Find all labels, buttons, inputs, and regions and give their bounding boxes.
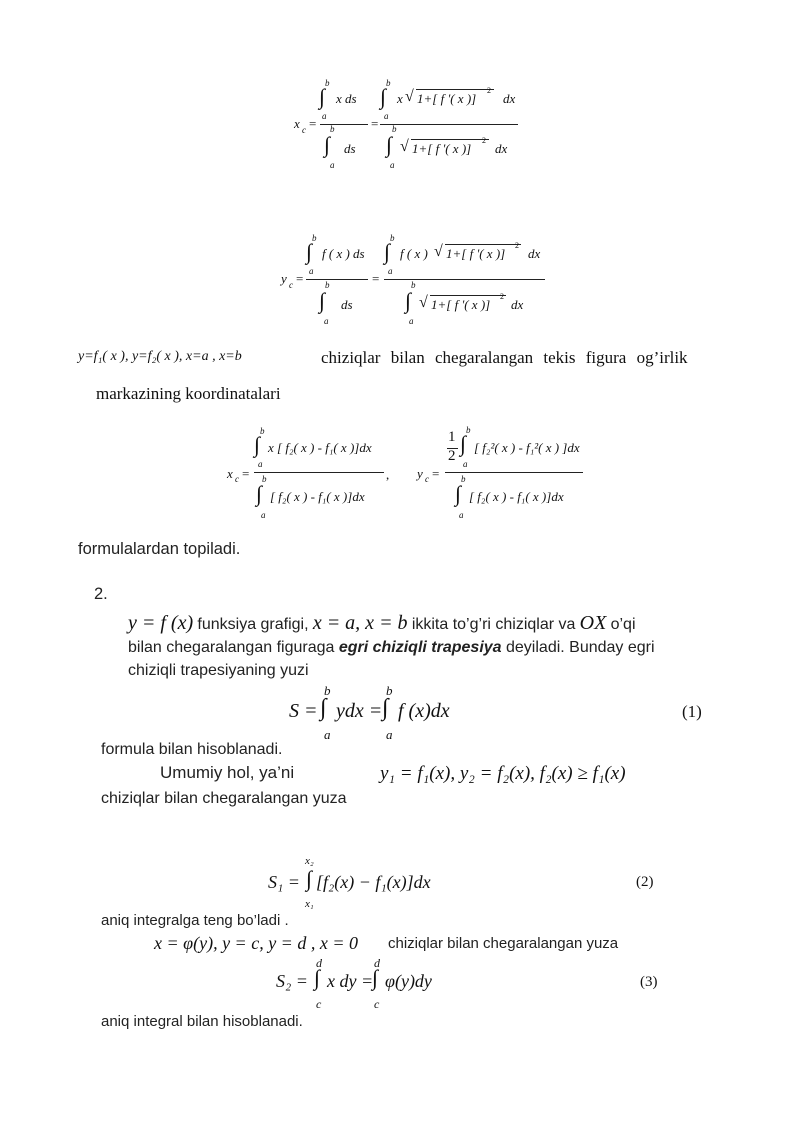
p4-text: chiziqlar bilan chegaralangan yuza	[101, 790, 347, 807]
f1-den2-rad: 1+[ f '( x )]	[412, 141, 472, 156]
eq1-number: (1)	[682, 702, 702, 721]
p1-math3: OX	[579, 612, 607, 634]
p1-line3: chiziqli trapesiyaning yuzi	[128, 662, 309, 679]
integral-sign: ∫	[319, 288, 326, 313]
integral-sign: ∫	[256, 481, 263, 506]
eq3-upper-1: d	[316, 956, 322, 970]
p1-line1	[128, 612, 636, 635]
eq2-number: (2)	[636, 874, 654, 890]
p1-text1: funksiya grafigi,	[197, 616, 309, 633]
f3-xc-eq: =	[242, 466, 250, 481]
f2-den2-rad: 1+[ f '( x )]	[431, 297, 491, 312]
eq1-lower-2: a	[386, 727, 393, 742]
f3-comma: ,	[386, 467, 390, 482]
sqrt-bar	[411, 139, 489, 140]
f1-upper-1: b	[325, 78, 330, 88]
f2-num2-pre: f ( x )	[400, 246, 428, 261]
f2-lhs-sub: c	[289, 280, 293, 290]
f1-num2-pre: x	[397, 91, 403, 106]
f3-upper-3: b	[466, 425, 471, 435]
f1-upper-3: b	[386, 78, 391, 88]
eq2-body: [f₂(x) − f₁(x)]dx	[316, 872, 431, 892]
eq3-lower-1: c	[316, 997, 322, 1011]
f2-num2-rad: 1+[ f '( x )]	[446, 246, 506, 261]
p7-text: aniq integral bilan hisoblanadi.	[101, 1013, 303, 1030]
p6-math: x = φ(y), y = c, y = d , x = 0	[154, 933, 358, 953]
f3-xc-sub: c	[235, 474, 239, 484]
f2-upper-4: b	[411, 280, 416, 290]
sqrt-bar	[445, 244, 521, 245]
p1-math2: x = a, x = b	[312, 612, 408, 634]
integral-sign: ∫	[460, 431, 467, 456]
f3-xc-lhs: x	[227, 466, 233, 481]
f1-lower-1: a	[322, 111, 327, 121]
eq3-int1: x dy =	[327, 971, 374, 991]
f3-lower-4: a	[459, 510, 464, 520]
integral-sign: ∫	[384, 239, 391, 264]
integral-sign: ∫	[319, 84, 326, 109]
eq1-int1: ydx =	[336, 700, 383, 722]
p3-text: Umumiy hol, ya’ni	[160, 763, 295, 782]
eq1-upper-2: b	[386, 683, 393, 698]
eq3-int2: φ(y)dy	[385, 971, 432, 991]
line3-math: y=f₁( x ), y=f₂( x ), x=a , x=b	[78, 349, 242, 364]
f1-lower-4: a	[390, 160, 395, 170]
f2-upper-3: b	[390, 233, 395, 243]
line4-text: markazining koordinatalari	[96, 384, 281, 403]
integral-sign: ∫	[306, 239, 313, 264]
f3-half-den: 2	[448, 448, 456, 464]
f1-lower-3: a	[384, 111, 389, 121]
integral-sign: ∫	[314, 965, 321, 990]
f1-lower-2: a	[330, 160, 335, 170]
eq3-number: (3)	[640, 974, 658, 990]
sq-exp: 2	[487, 86, 491, 95]
sqrt-bar	[430, 295, 506, 296]
fraction-bar	[320, 124, 368, 125]
p6-text: chiziqlar bilan chegaralangan yuza	[388, 935, 619, 952]
item-number: 2.	[94, 585, 108, 603]
f1-eq2: =	[371, 116, 379, 131]
f2-eq: =	[296, 271, 304, 286]
sqrt-sign: √	[419, 294, 428, 311]
f3-yc-sub: c	[425, 474, 429, 484]
f3-xc-num: x [ f₂( x ) - f₁( x )]dx	[268, 440, 372, 455]
sq-exp: 2	[515, 241, 519, 250]
f3-upper-4: b	[461, 474, 466, 484]
f2-den1: ds	[341, 297, 353, 312]
fraction-bar	[254, 472, 384, 473]
eq1-upper-1: b	[324, 683, 331, 698]
f3-xc-den: [ f₂( x ) - f₁( x )]dx	[270, 489, 365, 504]
sqrt-bar	[416, 89, 494, 90]
eq2-lower: x₁	[305, 898, 314, 910]
integral-sign: ∫	[324, 132, 331, 157]
line5-text: formulalardan topiladi.	[78, 540, 241, 558]
sq-exp: 2	[500, 292, 504, 301]
f3-yc-lhs: y	[417, 466, 423, 481]
f2-lower-3: a	[388, 266, 393, 276]
p1-math1: y = f (x)	[128, 612, 194, 634]
integral-sign: ∫	[386, 132, 393, 157]
integral-sign: ∫	[405, 288, 412, 313]
f1-num2-rad: 1+[ f '( x )]	[417, 91, 477, 106]
f1-lhs: x	[294, 116, 300, 131]
integral-sign: ∫	[306, 866, 313, 891]
integral-sign: ∫	[320, 695, 327, 721]
eq3-lhs: S₂ =	[276, 971, 308, 991]
f1-num2-post: dx	[503, 91, 516, 106]
fraction-bar	[445, 472, 583, 473]
eq2-lhs: S₁ =	[268, 872, 300, 892]
f1-den2-post: dx	[495, 141, 508, 156]
sqrt-sign: √	[400, 138, 409, 155]
sqrt-sign: √	[434, 243, 443, 260]
eq1-lower-1: a	[324, 727, 331, 742]
f2-upper-1: b	[312, 233, 317, 243]
f2-num2-post: dx	[528, 246, 541, 261]
f1-den1: ds	[344, 141, 356, 156]
f3-lower-1: a	[258, 459, 263, 469]
f3-yc-num: [ f₂²( x ) - f₁²( x ) ]dx	[474, 440, 580, 455]
f1-eq: =	[309, 116, 317, 131]
integral-sign: ∫	[382, 695, 389, 721]
f2-lower-2: a	[324, 316, 329, 326]
f2-eq2: =	[372, 271, 380, 286]
fraction-bar	[306, 279, 368, 280]
f1-upper-4: b	[392, 124, 397, 134]
p5-text: aniq integralga teng bo’ladi .	[101, 912, 289, 929]
f2-den2-post: dx	[511, 297, 524, 312]
integral-sign: ∫	[372, 965, 379, 990]
p1-text3: o’qi	[610, 616, 636, 633]
f3-lower-3: a	[463, 459, 468, 469]
f2-num1: f ( x ) ds	[322, 246, 365, 261]
eq3-upper-2: d	[374, 956, 380, 970]
sqrt-sign: √	[405, 88, 414, 105]
integral-sign: ∫	[455, 481, 462, 506]
f2-lhs: y	[281, 271, 287, 286]
eq1-int2: f (x)dx	[398, 700, 450, 722]
f3-upper-1: b	[260, 426, 265, 436]
p1-line2	[128, 639, 655, 657]
eq2-upper: x₂	[305, 855, 314, 867]
integral-sign: ∫	[380, 84, 387, 109]
p2-text: formula bilan hisoblanadi.	[101, 741, 283, 758]
f2-lower-4: a	[409, 316, 414, 326]
p1-text2: ikkita to’g’ri chiziqlar va	[411, 616, 576, 633]
integral-sign: ∫	[254, 432, 261, 457]
line3-text: chiziqlar bilan chegaralangan tekis figura og’irlik	[321, 348, 688, 367]
sq-exp: 2	[482, 136, 486, 145]
f1-upper-2: b	[330, 124, 335, 134]
f1-lhs-sub: c	[302, 125, 306, 135]
f3-yc-den: [ f₂( x ) - f₁( x )]dx	[469, 489, 564, 504]
eq3-lower-2: c	[374, 997, 380, 1011]
f3-half-num: 1	[448, 429, 456, 445]
fraction-bar	[384, 279, 545, 280]
f3-lower-2: a	[261, 510, 266, 520]
p3-line	[160, 763, 294, 783]
p1-line2-post: deyiladi. Bunday egri	[501, 639, 655, 656]
f3-yc-eq: =	[432, 466, 440, 481]
p1-term: egri chiziqli trapesiya	[338, 639, 502, 656]
f3-upper-2: b	[262, 474, 267, 484]
f2-upper-2: b	[325, 280, 330, 290]
p1-line2-pre: bilan chegaralangan figuraga	[128, 639, 339, 656]
fraction-bar	[380, 124, 518, 125]
f1-num1: x ds	[336, 91, 357, 106]
p3-math: y₁ = f₁(x), y₂ = f₂(x), f₂(x) ≥ f₁(x)	[380, 763, 626, 784]
eq1-lhs: S =	[289, 700, 318, 722]
f2-lower-1: a	[309, 266, 314, 276]
